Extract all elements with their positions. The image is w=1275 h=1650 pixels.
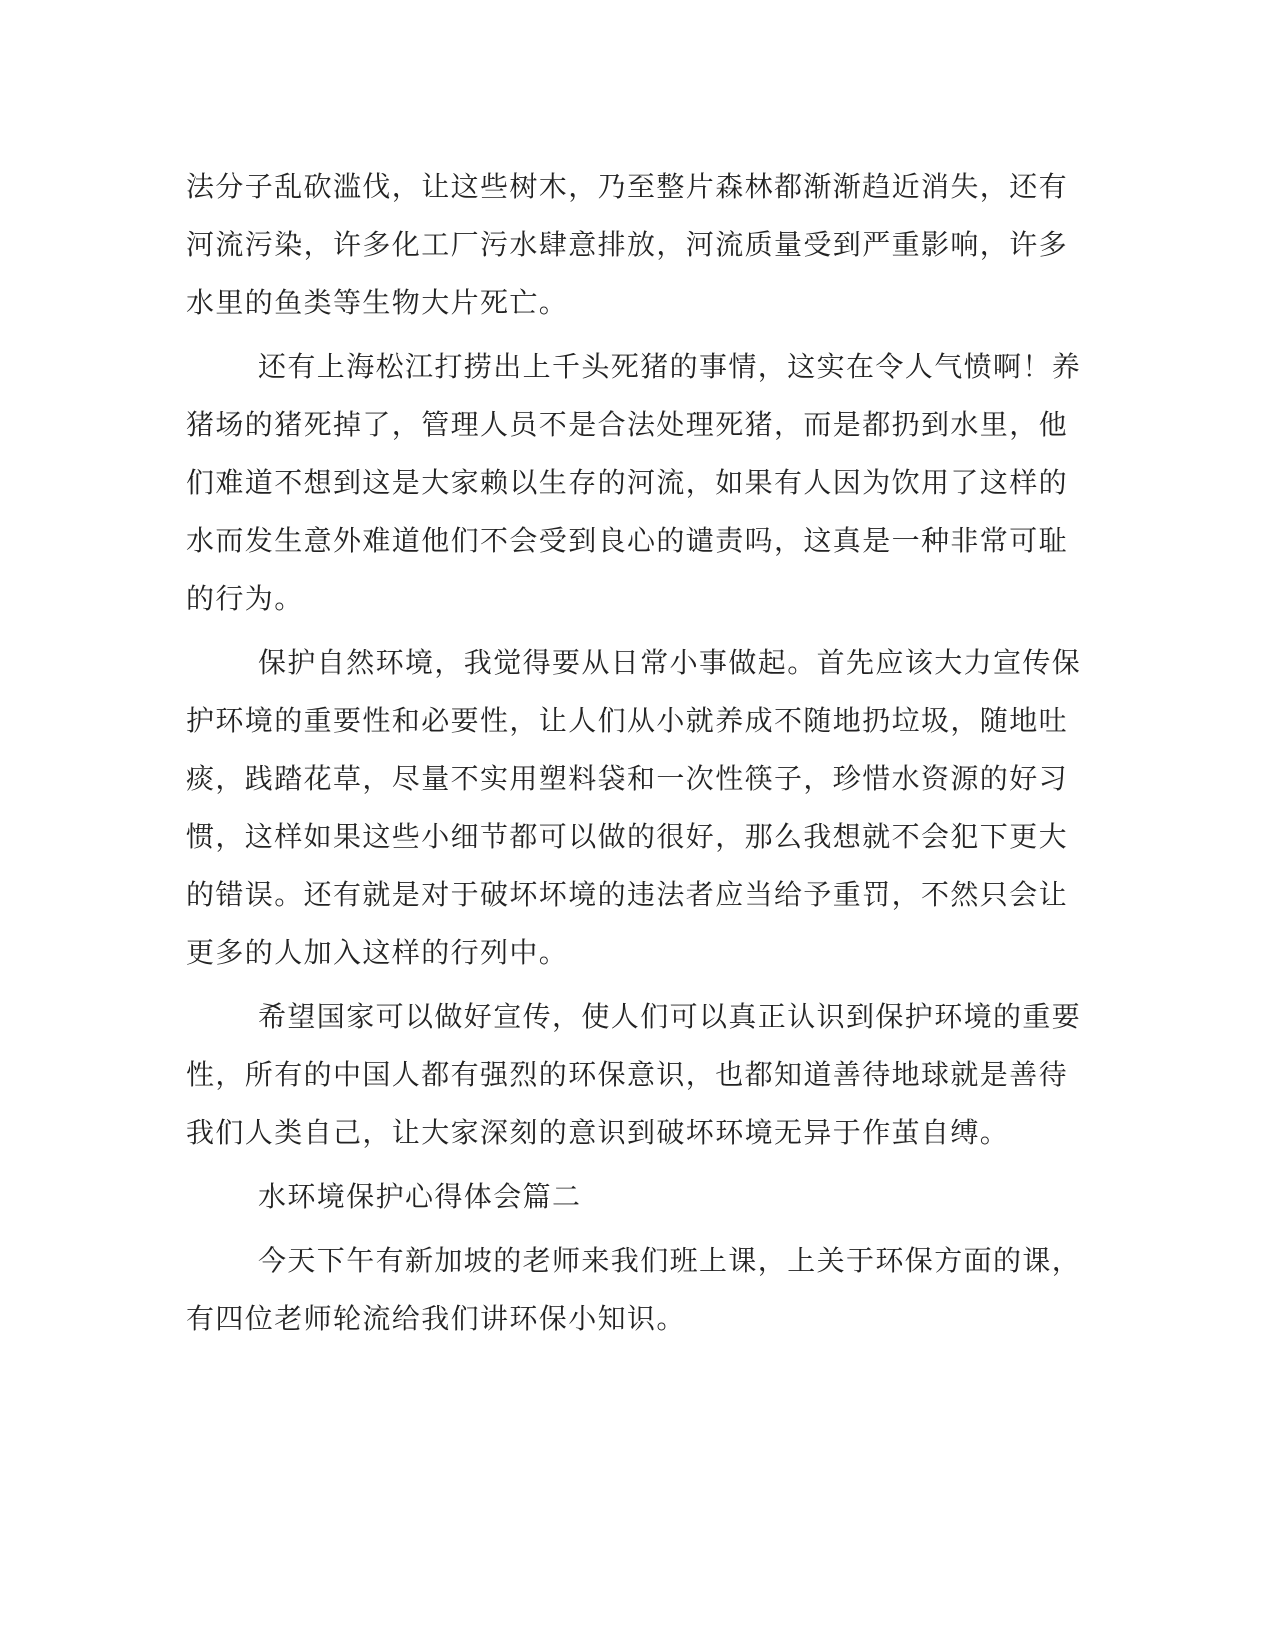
paragraph-line: 保护自然环境，我觉得要从日常小事做起。首先应该大力宣传保 [258,646,1082,679]
paragraph-line: 法分子乱砍滥伐，让这些树木，乃至整片森林都渐渐趋近消失，还有 [186,170,1069,203]
paragraph-2 [186,338,1082,628]
section-heading [186,1168,1066,1226]
paragraph-5 [186,1232,1082,1348]
paragraph-line: 痰，践踏花草，尽量不实用塑料袋和一次性筷子，珍惜水资源的好习 [186,762,1069,795]
paragraph-3 [186,634,1082,982]
paragraph-line: 我们人类自己，让大家深刻的意识到破坏环境无异于作茧自缚。 [186,1116,1010,1149]
paragraph-line: 性，所有的中国人都有强烈的环保意识，也都知道善待地球就是善待 [186,1058,1069,1091]
paragraph-line: 有四位老师轮流给我们讲环保小知识。 [186,1302,686,1335]
paragraph-line: 猪场的猪死掉了，管理人员不是合法处理死猪，而是都扔到水里，他 [186,408,1069,441]
paragraph-line: 惯，这样如果这些小细节都可以做的很好，那么我想就不会犯下更大 [186,820,1069,853]
document-body [186,158,1082,1348]
paragraph-line: 水而发生意外难道他们不会受到良心的谴责吗，这真是一种非常可耻 [186,524,1069,557]
paragraph-line: 们难道不想到这是大家赖以生存的河流，如果有人因为饮用了这样的 [186,466,1069,499]
section-heading-text: 水环境保护心得体会篇二 [258,1180,582,1213]
paragraph-line: 今天下午有新加坡的老师来我们班上课，上关于环保方面的课， [258,1244,1082,1277]
paragraph-line: 护环境的重要性和必要性，让人们从小就养成不随地扔垃圾，随地吐 [186,704,1069,737]
paragraph-line: 的错误。还有就是对于破坏坏境的违法者应当给予重罚，不然只会让 [186,878,1069,911]
paragraph-line: 更多的人加入这样的行列中。 [186,936,569,969]
paragraph-line: 还有上海松江打捞出上千头死猪的事情，这实在令人气愤啊！养 [258,350,1082,383]
paragraph-line: 的行为。 [186,582,304,615]
paragraph-1 [186,158,1069,332]
paragraph-line: 水里的鱼类等生物大片死亡。 [186,286,569,319]
paragraph-4 [186,988,1082,1162]
paragraph-line: 希望国家可以做好宣传，使人们可以真正认识到保护环境的重要 [258,1000,1082,1033]
paragraph-line: 河流污染，许多化工厂污水肆意排放，河流质量受到严重影响，许多 [186,228,1069,261]
